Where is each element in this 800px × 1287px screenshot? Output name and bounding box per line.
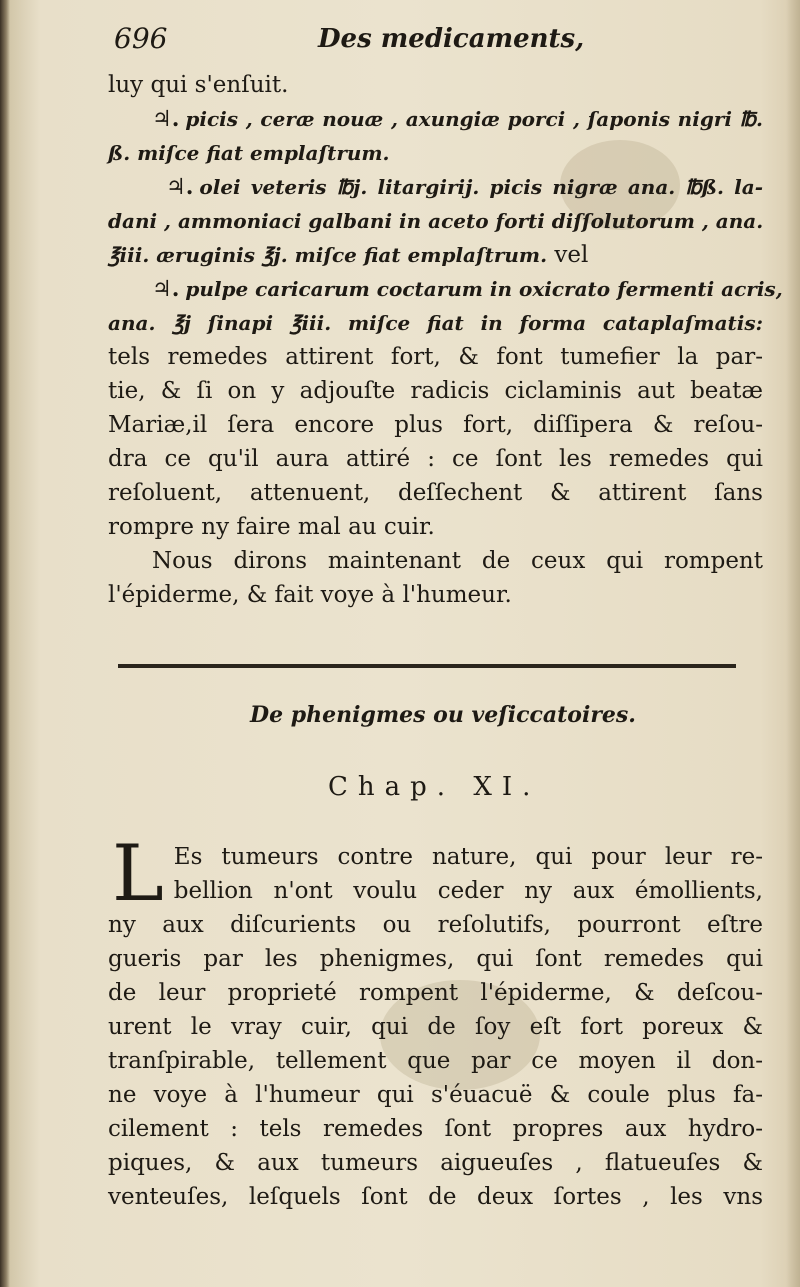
text-line: luy qui s'enſuit. (108, 72, 289, 98)
text-line: dra ce qu'il aura attiré : ce ſont les remedes qui (108, 446, 763, 472)
text-line: l'épiderme, & fait voye à l'humeur. (108, 582, 512, 608)
recipe-text-roman: vel (554, 242, 589, 268)
text-line: tranſpirable, tellement que par ce moyen il don- (108, 1048, 763, 1074)
text-line: Nous dirons maintenant de ceux qui rompent (152, 548, 763, 574)
recipe-line (108, 272, 783, 306)
text-line: venteuſes, leſquels ſont de deux ſortes , les vns (108, 1184, 763, 1210)
text-line: de leur proprieté rompent l'épiderme, & deſcou- (108, 980, 763, 1006)
text-line: ne voye à l'humeur qui s'éuacuë & coule plus fa- (108, 1082, 763, 1108)
running-title: Des medicaments, (318, 24, 585, 54)
section-title: De phenigmes ou veſiccatoires. (250, 702, 636, 728)
recipe-text: picis , ceræ nouæ , axungiæ porci , ſaponis nigri ℔. (185, 107, 763, 131)
recipe-symbol: ♃. (152, 106, 180, 132)
recipe-text: dani , ammoniaci galbani in aceto forti diſſolutorum , ana. (108, 209, 764, 233)
text-line: tels remedes attirent fort, & font tumefier la par- (108, 344, 763, 370)
text-line: bellion n'ont voulu ceder ny aux émollients, (173, 878, 763, 904)
recipe-text: ß. miſce fiat emplaſtrum. (108, 141, 390, 165)
recipe-line (108, 204, 763, 238)
recipe-text: ℥iii. æruginis ℥j. miſce fiat emplaſtrum. (108, 243, 548, 267)
text-line: tie, & ſi on y adjouſte radicis ciclaminis aut beatæ (108, 378, 763, 404)
drop-cap: L (112, 829, 164, 919)
recipe-symbol: ♃. (152, 276, 180, 302)
text-line: piques, & aux tumeurs aigueuſes , flatueuſes & (108, 1150, 763, 1176)
text-line: reſoluent, attenuent, deſſechent & attirent ſans (108, 480, 763, 506)
recipe-line (108, 136, 763, 170)
recipe-line (108, 238, 763, 272)
text-line: Es tumeurs contre nature, qui pour leur re- (173, 844, 763, 870)
recipe-line (108, 102, 763, 136)
upper-text-block (108, 22, 783, 612)
running-head (108, 22, 763, 68)
section-rule (118, 664, 736, 668)
text-line: cilement : tels remedes ſont propres aux hydro- (108, 1116, 763, 1142)
chapter-text-block (108, 829, 763, 1214)
page-gutter-shadow (0, 0, 10, 1287)
chapter-heading: Chap. XI. (328, 772, 541, 802)
page-number: 696 (114, 22, 168, 55)
text-line: urent le vray cuir, qui de ſoy eſt fort poreux & (108, 1014, 763, 1040)
recipe-line (108, 170, 763, 204)
recipe-text: ana. ℥j ſinapi ℥iii. miſce fiat in forma cataplaſmatis: (108, 311, 763, 335)
text-line: rompre ny faire mal au cuir. (108, 514, 435, 540)
recipe-line (108, 306, 763, 340)
page-edge-shadow (786, 0, 800, 1287)
recipe-text: pulpe caricarum coctarum in oxicrato fermenti acris, (185, 277, 783, 301)
recipe-text: olei veteris ℔j. litargirij. picis nigræ ana. ℔ß. la- (199, 175, 763, 199)
text-line: gueris par les phenigmes, qui ſont remedes qui (108, 946, 763, 972)
text-line: Mariæ,il ſera encore plus fort, diſſipera & reſou- (108, 412, 763, 438)
recipe-symbol: ♃. (166, 174, 194, 200)
text-line: ny aux diſcurients ou reſolutifs, pourront eſtre (108, 912, 763, 938)
